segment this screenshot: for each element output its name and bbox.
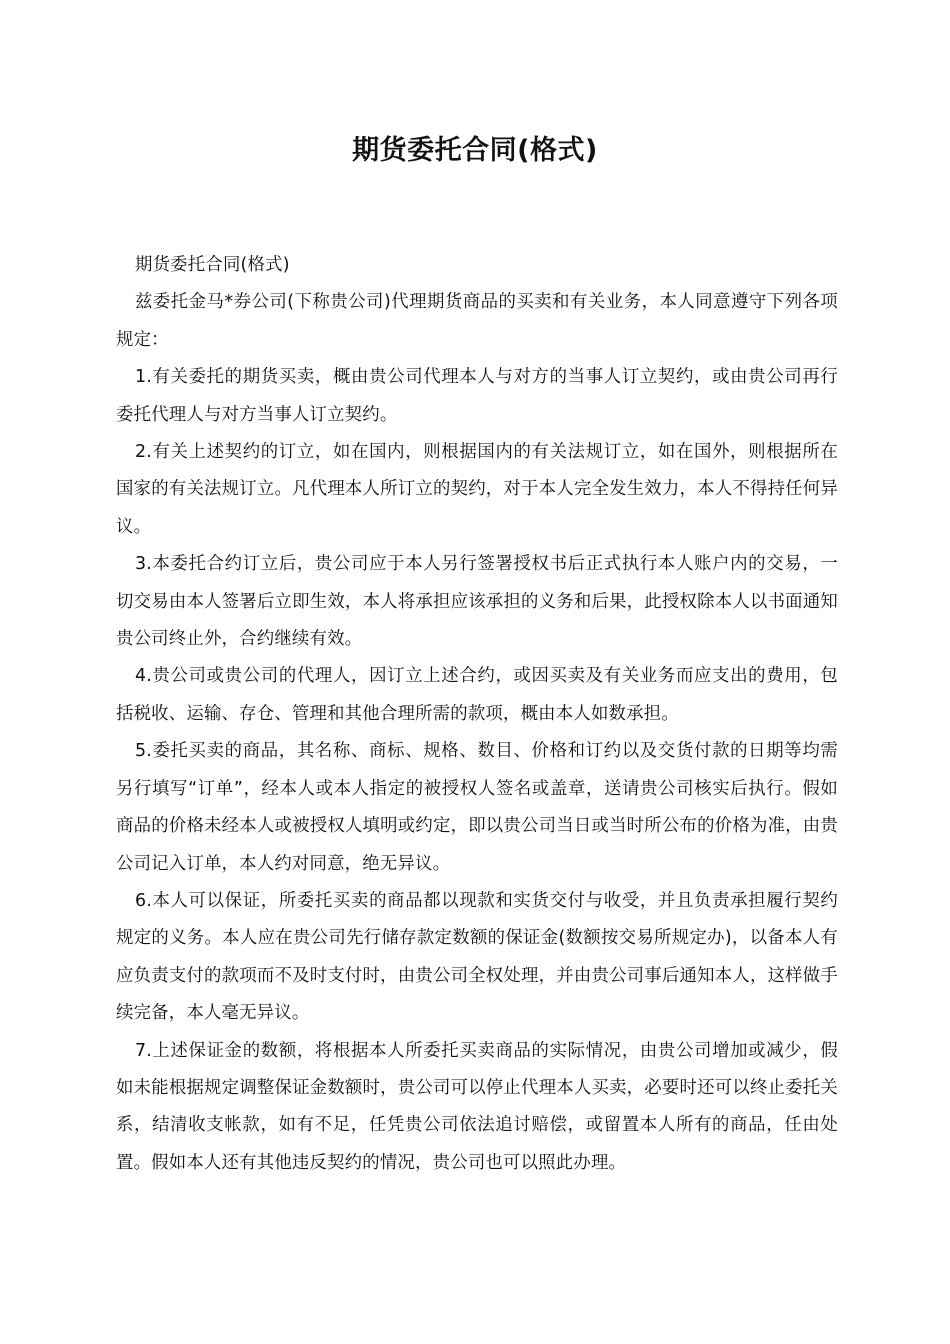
document-body — [116, 247, 838, 1182]
document-subtitle: 期货委托合同(格式) — [135, 255, 290, 275]
clause-1: 1.有关委托的期货买卖，概由贵公司代理本人与对方的当事人订立契约，或由贵公司再行委托代理人与对方当事人订立契约。 — [116, 367, 838, 425]
clause-2: 2.有关上述契约的订立，如在国内，则根据国内的有关法规订立，如在国外，则根据所在国家的有关法规订立。凡代理本人所订立的契约，对于本人完全发生效力，本人不得持任何异议。 — [116, 442, 838, 537]
intro-paragraph: 兹委托金马*券公司(下称贵公司)代理期货商品的买卖和有关业务，本人同意遵守下列各项规定： — [116, 292, 838, 350]
clause-5: 5.委托买卖的商品，其名称、商标、规格、数目、价格和订约以及交货付款的日期等均需另行填写“订单”，经本人或本人指定的被授权人签名或盖章，送请贵公司核实后执行。假如商品的价格未经本人或被授权人填明或约定，即以贵公司当日或当时所公布的价格为准，由贵公司记入订单，本人约对同意，绝无异议。 — [116, 741, 838, 874]
clause-6: 6.本人可以保证，所委托买卖的商品都以现款和实货交付与收受，并且负责承担履行契约规定的义务。本人应在贵公司先行储存款定数额的保证金(数额按交易所规定办)，以备本人有应负责支付的款项而不及时支付时，由贵公司全权处理，并由贵公司事后通知本人，这样做手续完备，本人毫无异议。 — [116, 890, 838, 1024]
document-title: 期货委托合同(格式) — [352, 135, 598, 166]
clause-4: 4.贵公司或贵公司的代理人，因订立上述合约，或因买卖及有关业务而应支出的费用，包括税收、运输、存仓、管理和其他合理所需的款项，概由本人如数承担。 — [116, 666, 838, 724]
clause-7: 7.上述保证金的数额，将根据本人所委托买卖商品的实际情况，由贵公司增加或减少，假如未能根据规定调整保证金数额时，贵公司可以停止代理本人买卖，必要时还可以终止委托关系，结清收支帐款，如有不足，任凭贵公司依法追讨赔偿，或留置本人所有的商品，任由处置。假如本人还有其他违反契约的情况，贵公司也可以照此办理。 — [116, 1040, 838, 1173]
clause-3: 3.本委托合约订立后，贵公司应于本人另行签署授权书后正式执行本人账户内的交易，一切交易由本人签署后立即生效，本人将承担应该承担的义务和后果，此授权除本人以书面通知贵公司终止外，合约继续有效。 — [116, 554, 838, 650]
